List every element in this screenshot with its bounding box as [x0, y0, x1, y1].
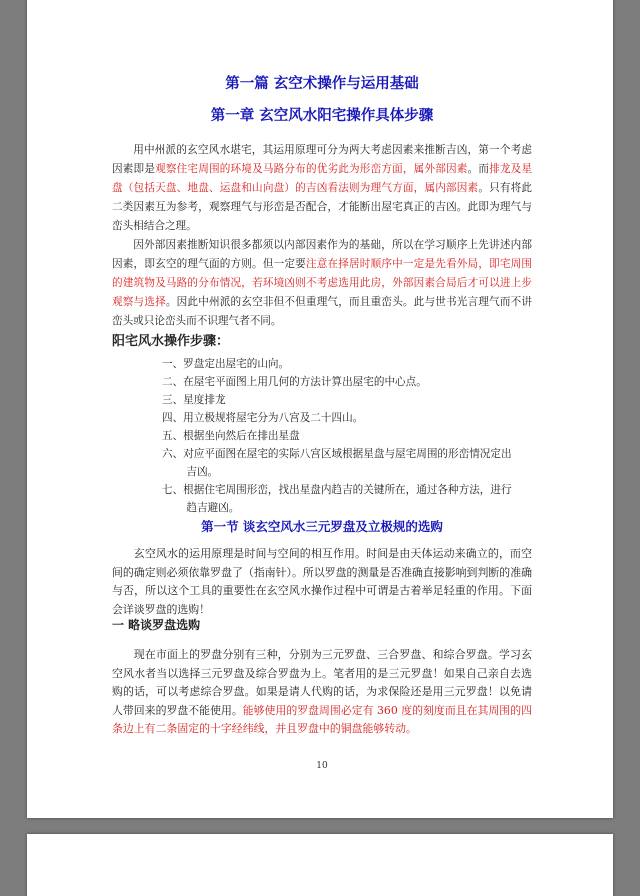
paragraph-4: [112, 646, 532, 739]
paragraph-3: 玄空风水的运用原理是时间与空间的相互作用。时间是由天体运动来确立的，而空间的确定则必须依靠罗盘了（指南针）。所以罗盘的测量是否准确直接影响到判断的准确与否，所以这个工具的重要性在玄空风水操作过程中可谓是古着举足轻重的作用。下面会详谈罗盘的选购！: [112, 547, 532, 616]
step-item: 三、星度排龙: [162, 394, 226, 406]
paragraph-4-text-a: 现在市面上的罗盘分别有三种，分别为三元罗盘、三合罗盘、和综合罗盘。学习玄空风水者当以选择三元罗盘及综合罗盘为上。笔者用的是三元罗盘！如果自己亲自去选购的话，可以考虑综合罗盘。如果是请人代购的话，为求保险还是用三元罗盘！以免请人带回来的罗盘不能使用。: [112, 648, 532, 717]
steps-list: [162, 355, 522, 517]
page-number: 10: [316, 761, 328, 771]
part-title: 第一篇 玄空术操作与运用基础: [225, 76, 419, 92]
step-item: 四、用立极规将屋宅分为八宫及二十四山。: [162, 412, 364, 424]
paragraph-1: [112, 141, 532, 236]
step-item: 二、在屋宅平面图上用几何的方法计算出屋宅的中心点。: [162, 376, 427, 388]
step-item: 七、根据住宅周围形峦，找出星盘内趋吉的关键所在，通过各种方法，进行趋吉避凶。: [162, 484, 512, 514]
paragraph-2: [112, 236, 532, 331]
paragraph-4-highlight: 能够使用的罗盘周围必定有 360 度的刻度而且在其周围的四条边上有二条固定的十字经纬线，并且罗盘中的铜盘能够转动。: [112, 703, 532, 735]
step-item: 一、罗盘定出屋宅的山向。: [162, 358, 290, 370]
section-title: 第一节 谈玄空风水三元罗盘及立极规的选购: [201, 519, 443, 534]
document-page: [27, 0, 613, 818]
paragraph-1-highlight-1: 观察住宅周围的环境及马路分布的优劣此为形峦方面，属外部因素: [155, 163, 468, 175]
chapter-title: 第一章 玄空风水阳宅操作具体步骤: [210, 108, 434, 124]
paragraph-1-text-e: 。只有将此二类因素互为参考，观察理气与形峦是否配合，才能断出屋宅真正的吉凶。此即为理气与峦头相结合之理。: [112, 182, 533, 232]
step-item: 五、根据坐向然后在排出星盘: [162, 430, 300, 442]
next-page: [27, 834, 613, 896]
paragraph-2-highlight: 注意在择居时顺序中一定是先看外局，即宅周围的建筑物及马路的分布情况，若环境凶则不考虑选用此房，外部因素合局后才可以进上步观察与选择: [112, 258, 533, 308]
part-heading: 一 略谈罗盘选购: [112, 618, 201, 632]
paragraph-1-highlight-2: 排龙及星盘（包括天盘、地盘、运盘和山向盘）的吉凶看法则为理气方面，属内部因素: [112, 163, 533, 194]
paragraph-1-text-a: 用中州派的玄空风水堪宅，其运用原理可分为两大考虑因素来推断吉凶，第一个考虑因素即是: [112, 144, 532, 175]
steps-heading: 阳宅风水操作步骤：: [112, 334, 230, 349]
step-item: 六、对应平面图在屋宅的实际八宫区域根据星盘与屋宅周围的形峦情况定出吉凶。: [162, 448, 512, 478]
paragraph-2-text-c: 。因此中州派的玄空非但不但重理气，而且重峦头。此与世书光言理气而不讲峦头或只论峦头而不识理气者不同。: [112, 296, 533, 327]
paragraph-1-text-c: 。而: [467, 163, 490, 175]
paragraph-2-text-a: 因外部因素推断知识很多都须以内部因素作为的基础，所以在学习顺序上先讲述内部因素，即玄空的理气面的方则。但一定要: [112, 239, 532, 270]
